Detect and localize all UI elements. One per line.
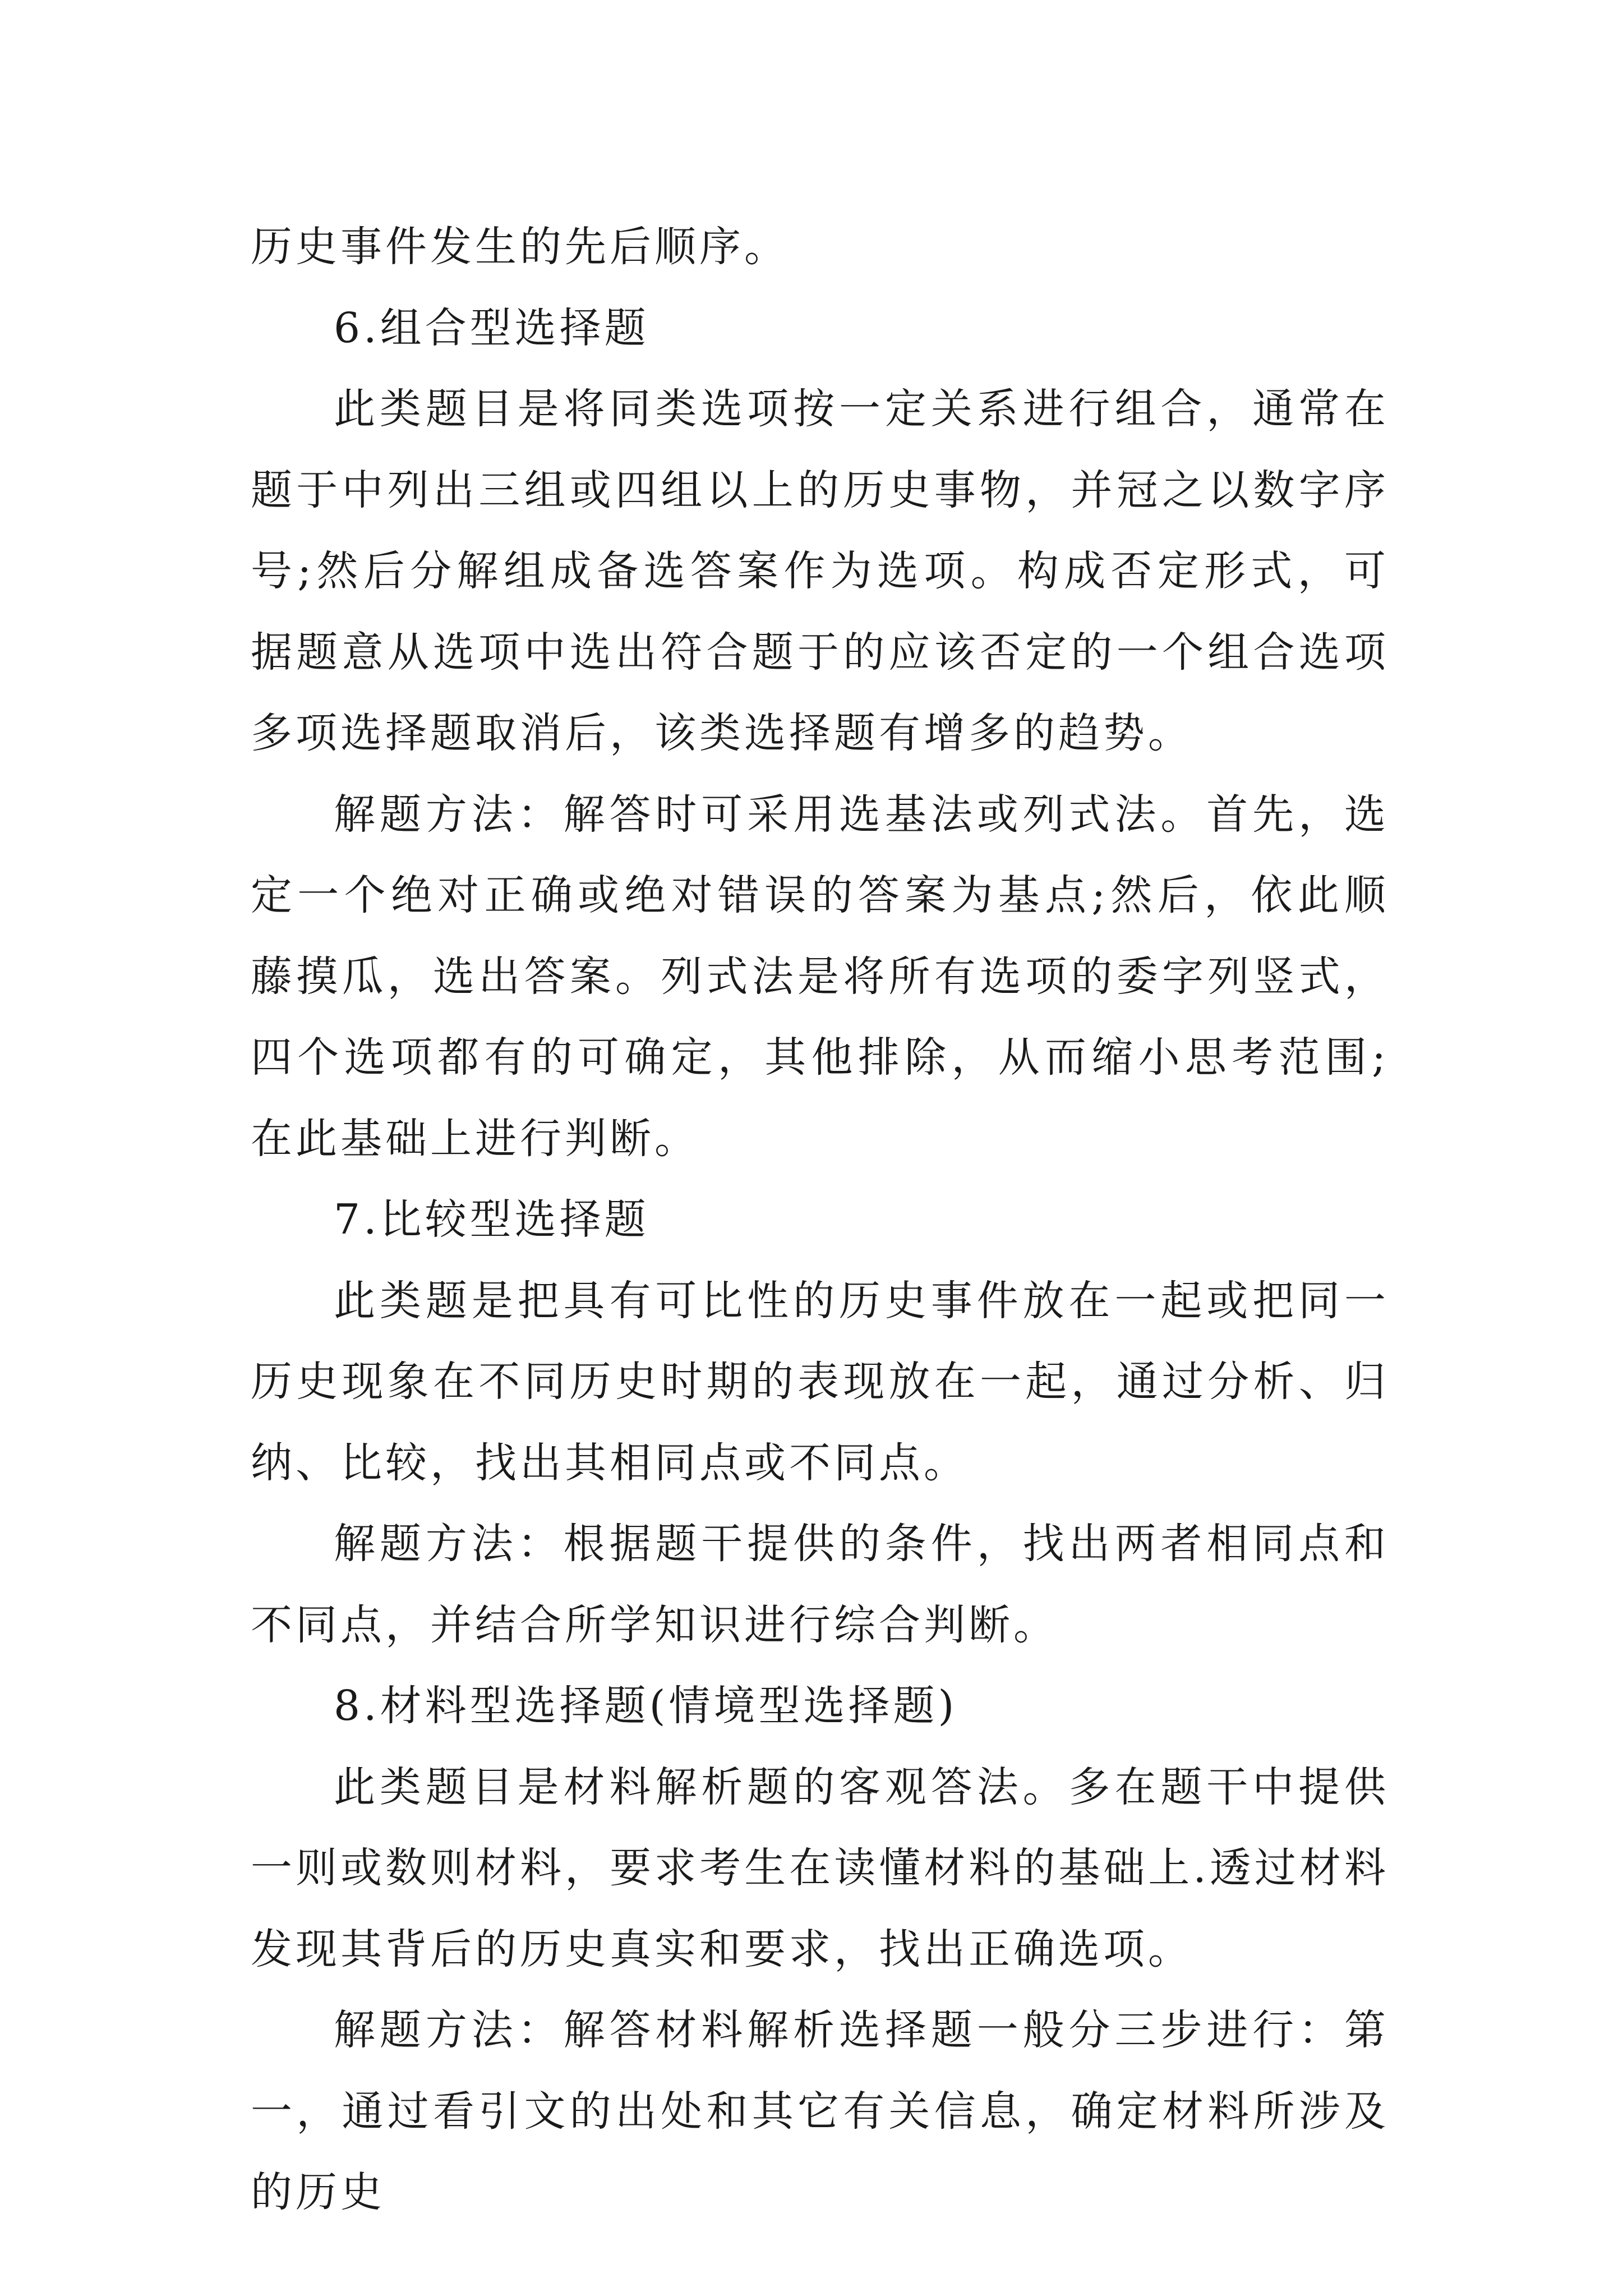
section-heading-7: 7.比较型选择题 [334, 1195, 649, 1244]
paragraph: 解题方法：解答时可采用选基法或列式法。首先，选定一个绝对正确或绝对错误的答案为基点;然后，依此顺藤摸瓜，选出答案。列式法是将所有选项的委字列竖式，四个选项都有的可确定，其他排除，从而缩小思考范围;在此基础上进行判断。 [251, 790, 1389, 1163]
paragraph: 此类题是把具有可比性的历史事件放在一起或把同一历史现象在不同历史时期的表现放在一起，通过分析、归纳、比较，找出其相同点或不同点。 [251, 1276, 1389, 1487]
paragraph: 此类题目是材料解析题的客观答法。多在题干中提供一则或数则材料，要求考生在读懂材料的基础上.透过材料发现其背后的历史真实和要求，找出正确选项。 [251, 1763, 1389, 1973]
document-body [251, 206, 1389, 2233]
paragraph: 解题方法：根据题干提供的条件，找出两者相同点和不同点，并结合所学知识进行综合判断。 [251, 1520, 1389, 1649]
section-heading-8: 8.材料型选择题(情境型选择题) [334, 1682, 958, 1730]
paragraph: 解题方法：解答材料解析选择题一般分三步进行：第一，通过看引文的出处和其它有关信息，确定材料所涉及的历史 [251, 2006, 1389, 2216]
section-heading-6: 6.组合型选择题 [334, 303, 649, 352]
paragraph: 此类题目是将同类选项按一定关系进行组合，通常在题于中列出三组或四组以上的历史事物，并冠之以数字序号;然后分解组成备选答案作为选项。构成否定形式，可据题意从选项中选出符合题于的应该否定的一个组合选项多项选择题取消后，该类选择题有增多的趋势。 [251, 385, 1389, 757]
paragraph-continuation: 历史事件发生的先后顺序。 [251, 223, 789, 271]
